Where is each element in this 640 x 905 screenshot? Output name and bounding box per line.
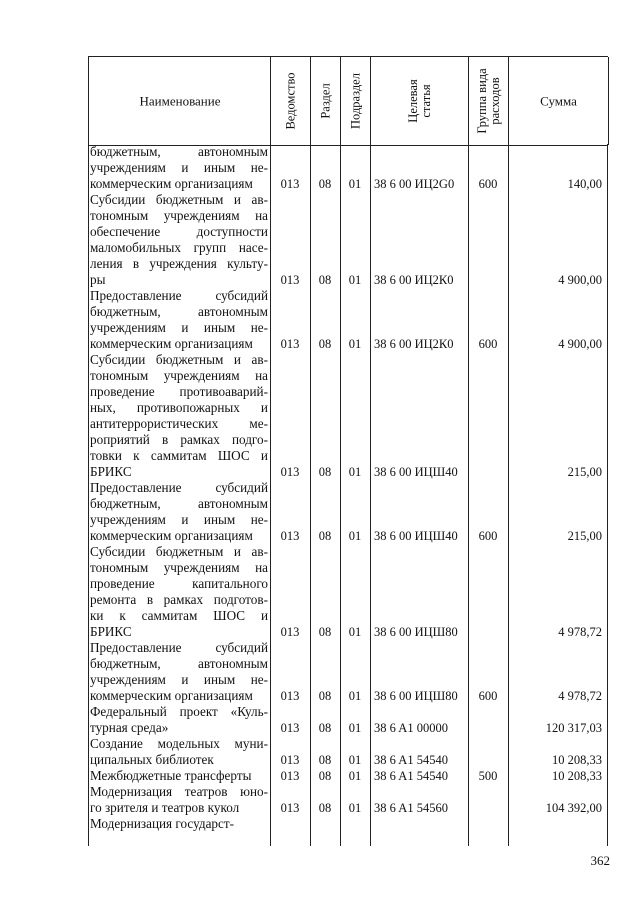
row-name-line: тономным учреждениям на [90,560,268,575]
row-dept: 013 [280,689,300,703]
table-row [88,192,608,288]
row-sum: 104 392,00 [545,801,602,815]
row-name-line: ремонта в рамках подготов- [90,592,268,607]
row-name-line: проведение капитального [90,576,268,591]
header-dept: Ведомство [283,72,298,130]
row-dept: 013 [280,465,300,479]
row-dept: 013 [280,753,300,767]
table-row [88,144,608,192]
table-row [88,768,608,784]
row-name-line: товки к саммитам ШОС и [90,448,268,463]
header-target [407,79,433,122]
row-name-line: роприятий в рамках подго- [90,432,268,447]
row-group: 500 [478,769,498,783]
header-name: Наименование [139,93,221,109]
row-name [90,288,268,352]
row-subsection: 01 [348,625,362,639]
table-row [88,352,608,480]
header-group-cell [468,57,509,145]
row-sum: 215,00 [567,529,602,543]
table-row [88,288,608,352]
row-name-line: Межбюджетные трансферты [90,768,252,783]
row-name [90,544,268,640]
row-dept: 013 [280,337,300,351]
row-name [90,480,268,544]
row-target: 38 6 A1 54540 [374,769,448,783]
row-subsection: 01 [348,753,362,767]
row-name-line: коммерческим организациям [90,528,253,543]
row-sum: 10 208,33 [552,769,602,783]
row-name-line: Создание модельных муни- [90,736,268,751]
row-name-line: ципальных библиотек [90,752,214,767]
row-name-line: БРИКС [90,464,132,479]
row-name-line: антитеррористических ме- [90,416,268,431]
row-sum: 140,00 [567,177,602,191]
header-group-line1: Группа вида [475,68,489,134]
row-name-line: коммерческим организациям [90,688,253,703]
row-name [90,704,268,736]
row-name [90,144,268,192]
row-group: 600 [478,689,498,703]
row-group: 600 [478,177,498,191]
table-body [88,144,608,846]
row-name [90,192,268,288]
row-dept: 013 [280,273,300,287]
row-name-line: учреждениям и иным не- [90,512,268,527]
row-name-line: ры [90,272,106,287]
row-name-line: тономным учреждениям на [90,208,268,223]
row-name-line: ления в учреждения культу- [90,256,268,271]
table-row [88,784,608,816]
row-name-line: ных, противопожарных и [90,400,268,415]
row-name-line: бюджетным, автономным [90,144,268,159]
header-section: Раздел [318,83,333,119]
row-section: 08 [318,465,332,479]
header-sum: Сумма [540,93,577,109]
row-name [90,768,268,784]
row-name [90,784,268,816]
row-sum: 4 900,00 [558,273,602,287]
row-section: 08 [318,721,332,735]
row-sum: 4 978,72 [558,625,602,639]
header-sum-cell [508,57,609,145]
row-target: 38 6 00 ИЦ2К0 [374,273,454,287]
row-name-line: турная среда» [90,720,169,735]
row-name-line: бюджетным, автономным [90,656,268,671]
row-name-line: Субсидии бюджетным и ав- [90,544,268,559]
row-sum: 10 208,33 [552,753,602,767]
row-target: 38 6 00 ИЦШ80 [374,625,458,639]
row-target: 38 6 00 ИЦШ40 [374,529,458,543]
row-dept: 013 [280,625,300,639]
row-name-line: Предоставление субсидий [90,480,268,495]
row-target: 38 6 00 ИЦШ40 [374,465,458,479]
row-name-line: Предоставление субсидий [90,288,268,303]
row-name-line: бюджетным, автономным [90,304,268,319]
row-name [90,736,268,768]
row-name-line: го зрителя и театров кукол [90,800,240,815]
row-section: 08 [318,625,332,639]
row-name-line: Модернизация театров юно- [90,784,268,799]
table-header [88,56,608,146]
row-name-line: Субсидии бюджетным и ав- [90,192,268,207]
header-subsection-cell [340,57,371,145]
header-target-line1: Целевая [406,79,420,123]
table-row [88,480,608,544]
row-name-line: БРИКС [90,624,132,639]
row-sum: 120 317,03 [545,721,602,735]
row-section: 08 [318,337,332,351]
row-name-line: Предоставление субсидий [90,640,268,655]
row-name-line: обеспечение доступности [90,224,268,239]
row-section: 08 [318,273,332,287]
row-target: 38 6 00 ИЦШ80 [374,689,458,703]
table-row [88,640,608,704]
row-name-line: коммерческим организациям [90,176,253,191]
header-group [476,68,502,133]
row-sum: 215,00 [567,465,602,479]
header-subsection: Подраздел [348,73,363,129]
row-name-line: учреждениям и иным не- [90,672,268,687]
row-sum: 4 978,72 [558,689,602,703]
row-name [90,816,268,832]
row-subsection: 01 [348,273,362,287]
row-name-line: коммерческим организациям [90,336,253,351]
row-subsection: 01 [348,721,362,735]
row-name-line: ки к саммитам ШОС и [90,608,268,623]
row-name-line: учреждениям и иным не- [90,320,268,335]
row-section: 08 [318,753,332,767]
row-target: 38 6 A1 54540 [374,753,448,767]
row-group: 600 [478,337,498,351]
header-dept-cell [270,57,311,145]
header-name-cell [88,57,271,145]
row-dept: 013 [280,801,300,815]
row-subsection: 01 [348,529,362,543]
row-target: 38 6 00 ИЦ2К0 [374,337,454,351]
row-name-line: Федеральный проект «Куль- [90,704,268,719]
row-subsection: 01 [348,689,362,703]
row-name-line: Субсидии бюджетным и ав- [90,352,268,367]
row-name-line: маломобильных групп насе- [90,240,268,255]
row-subsection: 01 [348,465,362,479]
row-name [90,352,268,480]
row-name-line: Модернизация государст- [90,816,235,831]
row-subsection: 01 [348,337,362,351]
row-subsection: 01 [348,177,362,191]
row-section: 08 [318,689,332,703]
row-name-line: учреждениям и иным не- [90,160,268,175]
row-name-line: бюджетным, автономным [90,496,268,511]
row-group: 600 [478,529,498,543]
row-target: 38 6 A1 54560 [374,801,448,815]
row-section: 08 [318,801,332,815]
table-row [88,736,608,768]
row-dept: 013 [280,529,300,543]
row-subsection: 01 [348,769,362,783]
row-target: 38 6 A1 00000 [374,721,448,735]
row-section: 08 [318,177,332,191]
row-name-line: проведение противоаварий- [90,384,268,399]
table-row [88,544,608,640]
row-dept: 013 [280,769,300,783]
header-section-cell [310,57,341,145]
row-section: 08 [318,529,332,543]
header-group-line2: расходов [488,77,502,125]
table-row [88,704,608,736]
row-dept: 013 [280,721,300,735]
row-subsection: 01 [348,801,362,815]
page-number: 362 [590,853,610,868]
header-target-cell [370,57,469,145]
table-row [88,816,608,832]
row-section: 08 [318,769,332,783]
header-target-line2: статья [419,84,433,118]
row-dept: 013 [280,177,300,191]
row-name [90,640,268,704]
row-target: 38 6 00 ИЦ2G0 [374,177,455,191]
row-name-line: тономным учреждениям на [90,368,268,383]
row-sum: 4 900,00 [558,337,602,351]
